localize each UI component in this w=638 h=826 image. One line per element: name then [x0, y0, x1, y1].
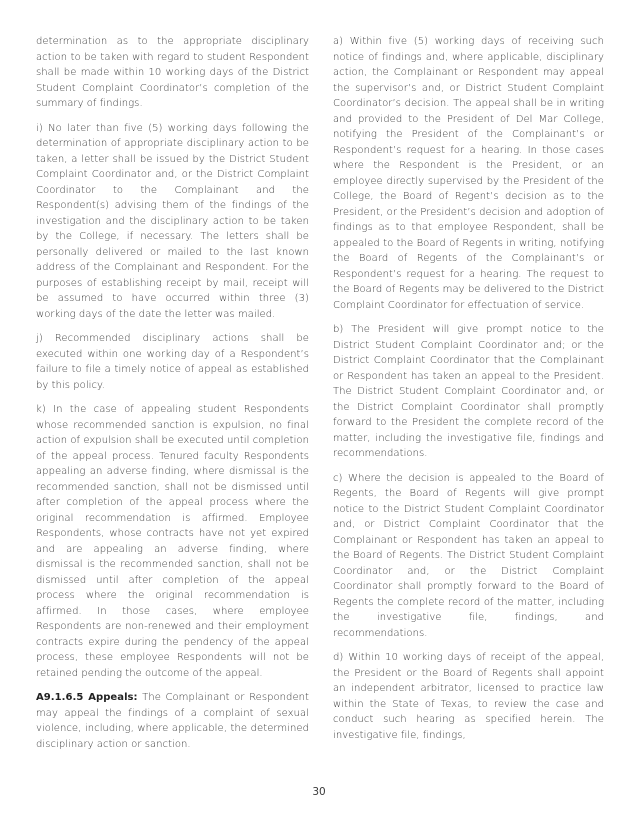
paragraph-appeals	[36, 690, 309, 752]
paragraph-c-board-notice: c) Where the decision is appealed to the Board of Regents, the Board of Regents will give prompt notice to the District Student Complaint Coordinator and, or District Complaint Coordinator that the Complainant or Respondent has taken an appeal to the Board of Regents. The District Student Complaint Coordinator and, or the District Complaint Coordinator shall promptly forward to the Board of Regents the complete record of the matter, including the investigative file, findings, and recommendations.	[333, 472, 604, 639]
right-column	[333, 34, 604, 752]
appeals-text: The Complainant or Respondent may appeal the findings of a complaint of sexual violence, including, where applicable, the determined disciplinary action or sanction.	[36, 692, 309, 750]
paragraph-d-arbitrator: d) Within 10 working days of receipt of the appeal, the President or the Board of Regents shall appoint an independent arbitrator, licensed to practice law within the State of Texas, to review the case and conduct such hearing as specified herein. The investigative file, findings,	[333, 652, 604, 741]
page-number: 30	[312, 786, 326, 798]
paragraph-k-appealing-respondents: k) In the case of appealing student Respondents whose recommended sanction is expulsion, no final action of expulsion shall be executed until completion of the appeal process. Tenured faculty Respondents appealing an adverse finding, where dismissal is the recommended sanction, shall not be dismissed until after completion of the appeal process where the original recommendation is affirmed. Employee Respondents, whose contracts have not yet expired and are appealing an adverse finding, where dismissal is the recommended sanction, shall not be dismissed until after completion of the appeal process where the original recommendation is affirmed. In those cases, where employee Respondents are non-renewed and their employment contracts expire during the pendency of the appeal process, these employee Respondents will not be retained pending the outcome of the appeal.	[36, 404, 309, 679]
paragraph-determination: determination as to the appropriate disciplinary action to be taken with regard to student Respondent shall be made within 10 working days of the District Student Complaint Coordinator’s completion of the summary of findings.	[36, 36, 309, 109]
appeals-heading: A9.1.6.5 Appeals:	[36, 692, 138, 703]
paragraph-b-president-notice: b) The President will give prompt notice to the District Student Complaint Coordinator and; or the District Complaint Coordinator that the Complainant or Respondent has taken an appeal to the President. The District Student Complaint Coordinator and, or the District Complaint Coordinator shall promptly forward to the President the complete record of the matter, including the investigative file, findings and recommendations.	[333, 324, 604, 459]
paragraph-j-execution: j) Recommended disciplinary actions shall be executed within one working day of a Respondent’s failure to file a timely notice of appeal as established by this policy.	[36, 333, 309, 391]
paragraph-a-appeal-filing: a) Within five (5) working days of receiving such notice of findings and, where applicable, disciplinary action, the Complainant or Respondent may appeal the supervisor’s and, or District Student Complaint Coordinator’s decision. The appeal shall be in writing and provided to the President of Del Mar College, notifying the President of the Complainant’s or Respondent’s request for a hearing. In those cases where the Respondent is the President, or an employee directly supervised by the President of the College, the Board of Regent’s decision as to the President, or the President’s decision and adoption of findings as to that employee Respondent, shall be appealed to the Board of Regents in writing, notifying the Board of Regents of the Complainant’s or Respondent’s request for a hearing. The request to the Board of Regents may be delivered to the District Complaint Coordinator for effectuation of service.	[333, 36, 604, 311]
left-column	[36, 34, 309, 761]
paragraph-i-letter-notice: i) No later than five (5) working days following the determination of appropriate disciplinary action to be taken, a letter shall be issued by the District Student Complaint Coordinator and, or the District Complaint Coordinator to the Complainant and the Respondent(s) advising them of the findings of the investigation and the disciplinary action to be taken by the College, if necessary. The letters shall be personally delivered or mailed to the last known address of the Complainant and Respondent. For the purposes of establishing receipt by mail, receipt will be assumed to have occurred within three (3) working days of the date the letter was mailed.	[36, 122, 309, 320]
